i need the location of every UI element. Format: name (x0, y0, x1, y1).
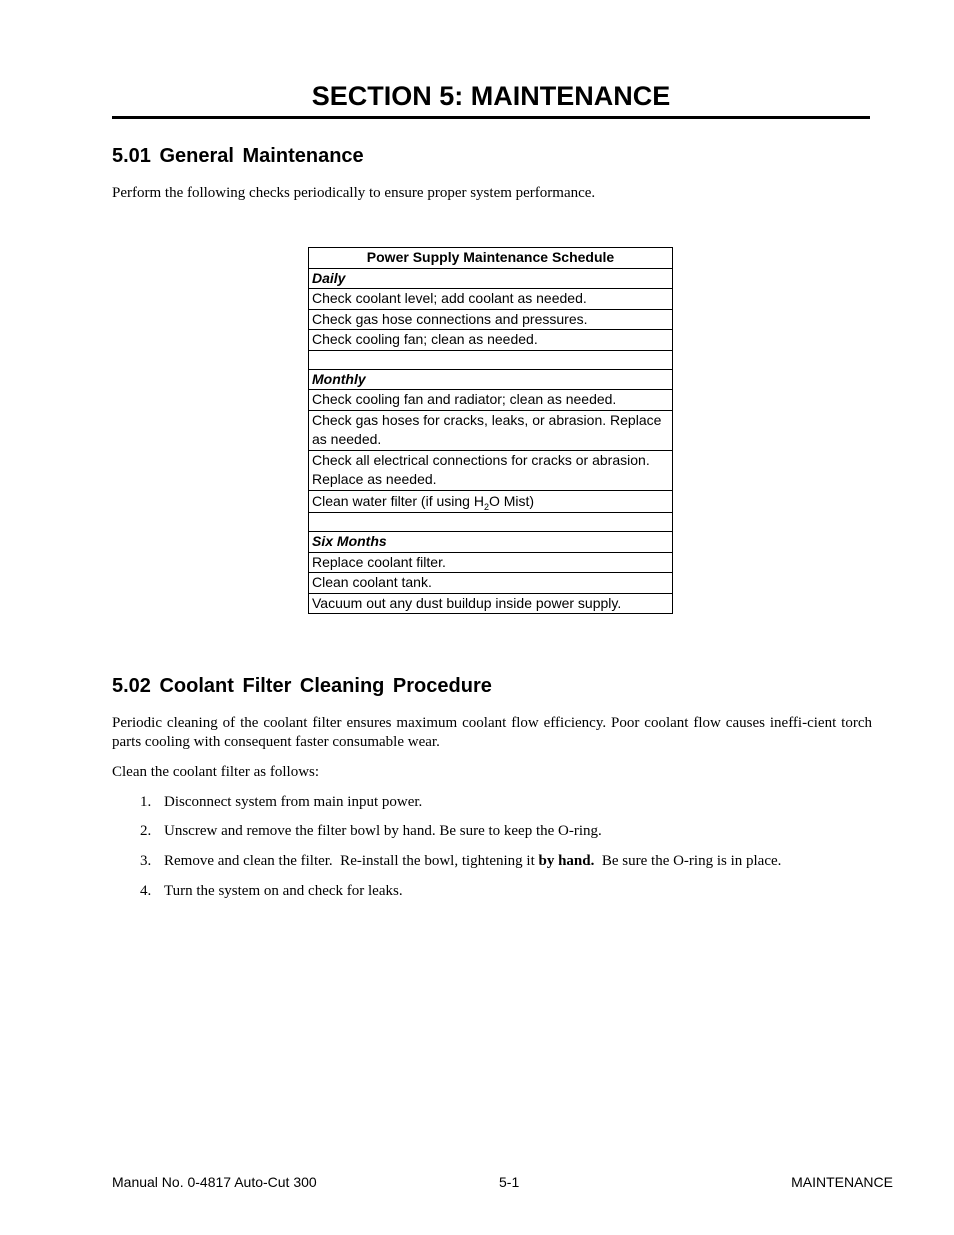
schedule-spacer-row (309, 350, 673, 369)
step-text-before: Remove and clean the filter. Re-install the bowl, tightening it (164, 853, 539, 869)
section-heading-coolant-filter: 5.02 Coolant Filter Cleaning Procedure (112, 675, 492, 697)
schedule-item: Vacuum out any dust buildup inside power supply. (309, 593, 673, 614)
schedule-item-water-filter (309, 490, 673, 513)
step-text-bold: by hand. (538, 853, 595, 869)
step-number: 2. (140, 823, 152, 839)
schedule-item: Replace coolant filter. (309, 552, 673, 573)
footer-section-name: MAINTENANCE (791, 1174, 893, 1190)
step-text: Turn the system on and check for leaks. (164, 883, 403, 899)
schedule-item: Check gas hose connections and pressures. (309, 309, 673, 330)
step-text: Unscrew and remove the filter bowl by hand. Be sure to keep the O-ring. (164, 823, 602, 839)
step-number: 1. (140, 794, 152, 810)
coolant-filter-paragraph: Periodic cleaning of the coolant filter ensures maximum coolant flow efficiency. Poor coolant flow causes ineffi-cient torch parts cooling with consequent faster consumable wear. (112, 715, 872, 750)
step-text (164, 852, 781, 871)
water-filter-subscript: 2 (483, 501, 489, 512)
step-text-after: Be sure the O-ring is in place. (594, 853, 782, 869)
section-heading-general-maintenance: 5.01 General Maintenance (112, 145, 364, 167)
schedule-item: Check gas hoses for cracks, leaks, or abrasion. Replace as needed. (309, 410, 673, 450)
step-number: 3. (140, 853, 152, 869)
water-filter-text-after: O Mist) (488, 492, 535, 509)
step-number: 4. (140, 883, 152, 899)
schedule-spacer-row (309, 513, 673, 532)
maintenance-schedule-table (308, 247, 673, 614)
step-text: Disconnect system from main input power. (164, 794, 423, 810)
schedule-category-daily: Daily (309, 268, 673, 289)
schedule-item: Clean coolant tank. (309, 573, 673, 594)
water-filter-text-before: Clean water filter (if using H (312, 492, 484, 509)
footer-manual-number: Manual No. 0-4817 Auto-Cut 300 (112, 1174, 317, 1190)
schedule-title: Power Supply Maintenance Schedule (309, 248, 673, 269)
schedule-category-monthly: Monthly (309, 369, 673, 390)
schedule-item: Check cooling fan; clean as needed. (309, 330, 673, 351)
general-maintenance-intro: Perform the following checks periodically to ensure proper system performance. (112, 185, 596, 201)
page-title: SECTION 5: MAINTENANCE (112, 78, 870, 119)
footer-page-number: 5-1 (499, 1174, 520, 1190)
schedule-item: Check all electrical connections for cracks or abrasion. Replace as needed. (309, 450, 673, 490)
schedule-item: Check cooling fan and radiator; clean as needed. (309, 390, 673, 411)
coolant-filter-instructions-intro: Clean the coolant filter as follows: (112, 764, 320, 780)
schedule-item: Check coolant level; add coolant as needed. (309, 289, 673, 310)
schedule-category-six-months: Six Months (309, 532, 673, 553)
